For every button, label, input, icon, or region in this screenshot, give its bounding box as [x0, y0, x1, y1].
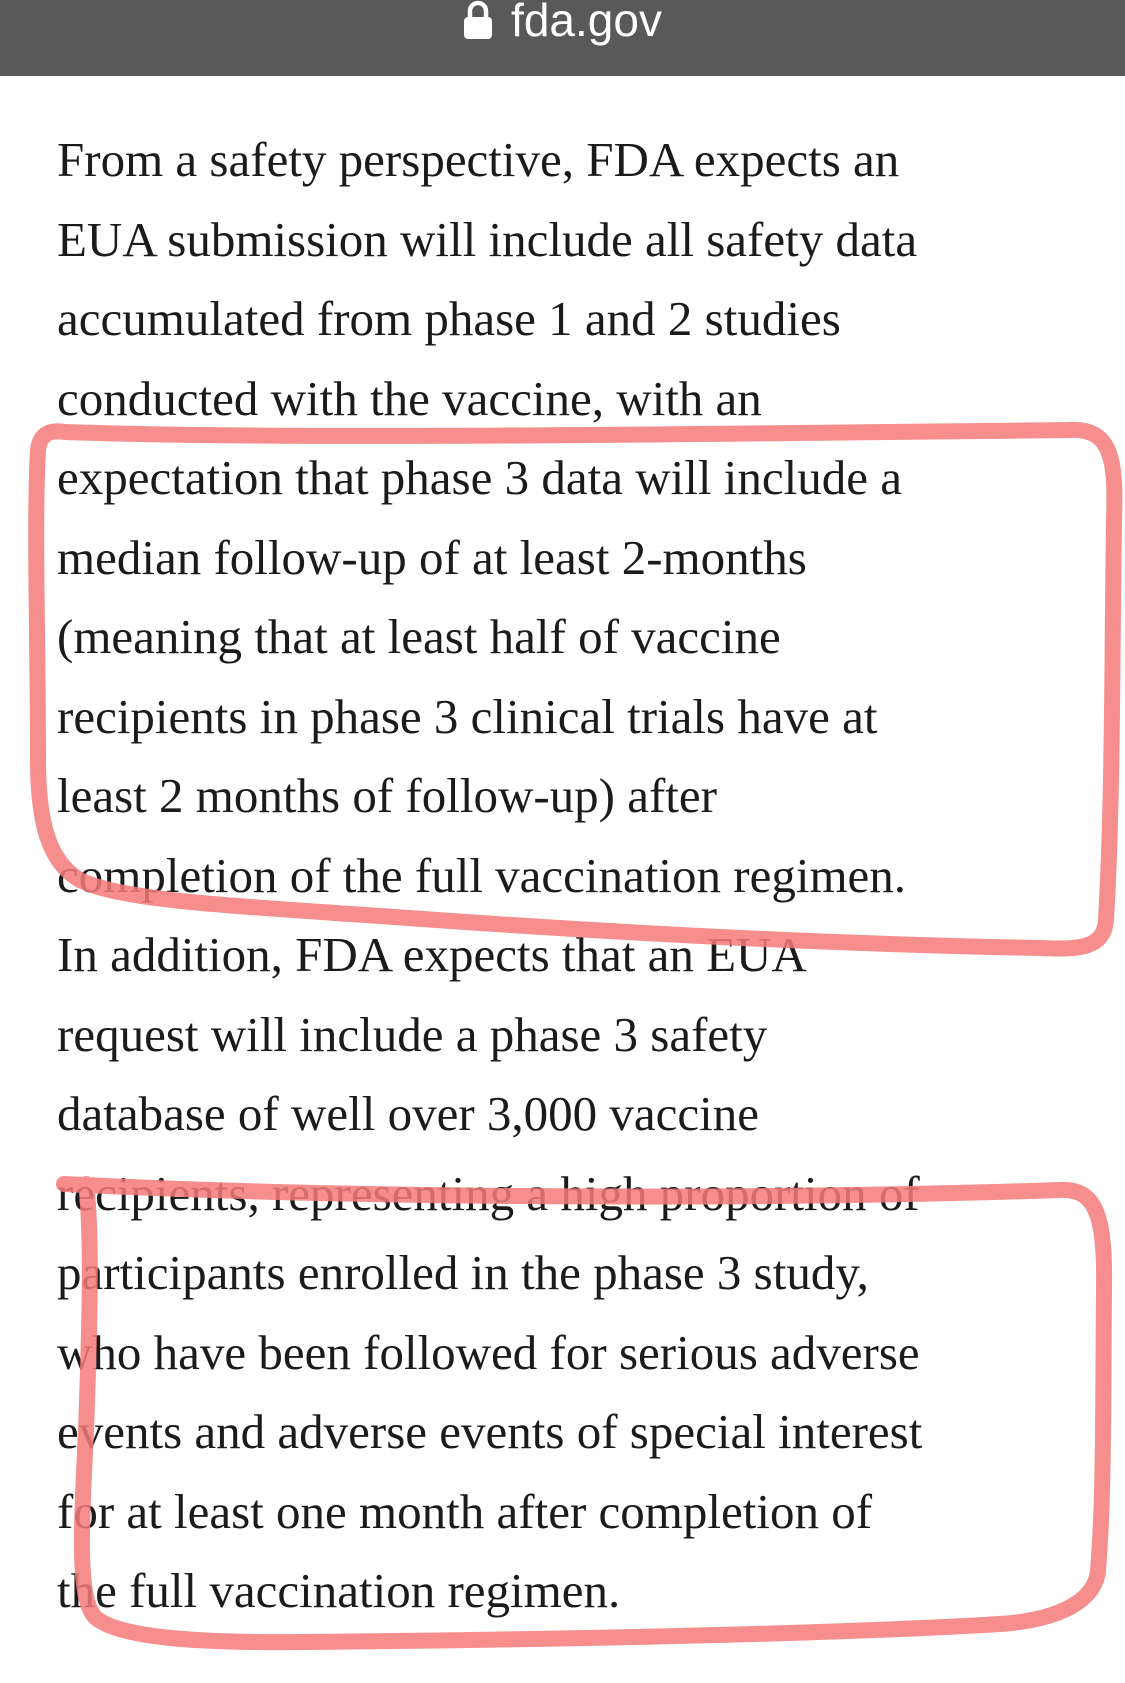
text-line: In addition, FDA expects that an EUA	[57, 927, 807, 982]
url-domain: fda.gov	[511, 0, 662, 46]
article-paragraph	[57, 120, 1097, 1631]
text-line: for at least one month after completion of	[57, 1483, 873, 1539]
text-line: accumulated from phase 1 and 2 studies	[57, 291, 841, 346]
text-line: recipients in phase 3 clinical trials have at	[57, 688, 878, 744]
text-line: database of well over 3,000 vaccine	[57, 1086, 760, 1141]
text-line: the full vaccination regimen.	[57, 1563, 621, 1618]
browser-url-bar[interactable]	[0, 0, 1125, 76]
text-line: expectation that phase 3 data will include a	[57, 450, 902, 505]
lock-icon	[463, 0, 493, 40]
text-line: EUA submission will include all safety data	[57, 211, 918, 267]
text-line: median follow-up of at least 2-months	[57, 529, 807, 585]
text-line: who have been followed for serious adverse	[57, 1324, 920, 1380]
text-line: participants enrolled in the phase 3 study,	[57, 1245, 869, 1300]
text-line: least 2 months of follow-up) after	[57, 768, 717, 823]
text-line: (meaning that at least half of vaccine	[57, 609, 781, 664]
text-line: recipients, representing a high proportion of	[57, 1165, 920, 1221]
text-line: conducted with the vaccine, with an	[57, 370, 762, 426]
text-line: events and adverse events of special interest	[57, 1404, 923, 1459]
url-display[interactable]	[463, 0, 662, 46]
text-line: completion of the full vaccination regimen.	[57, 847, 907, 903]
text-line: From a safety perspective, FDA expects an	[57, 132, 900, 187]
text-line: request will include a phase 3 safety	[57, 1006, 768, 1062]
